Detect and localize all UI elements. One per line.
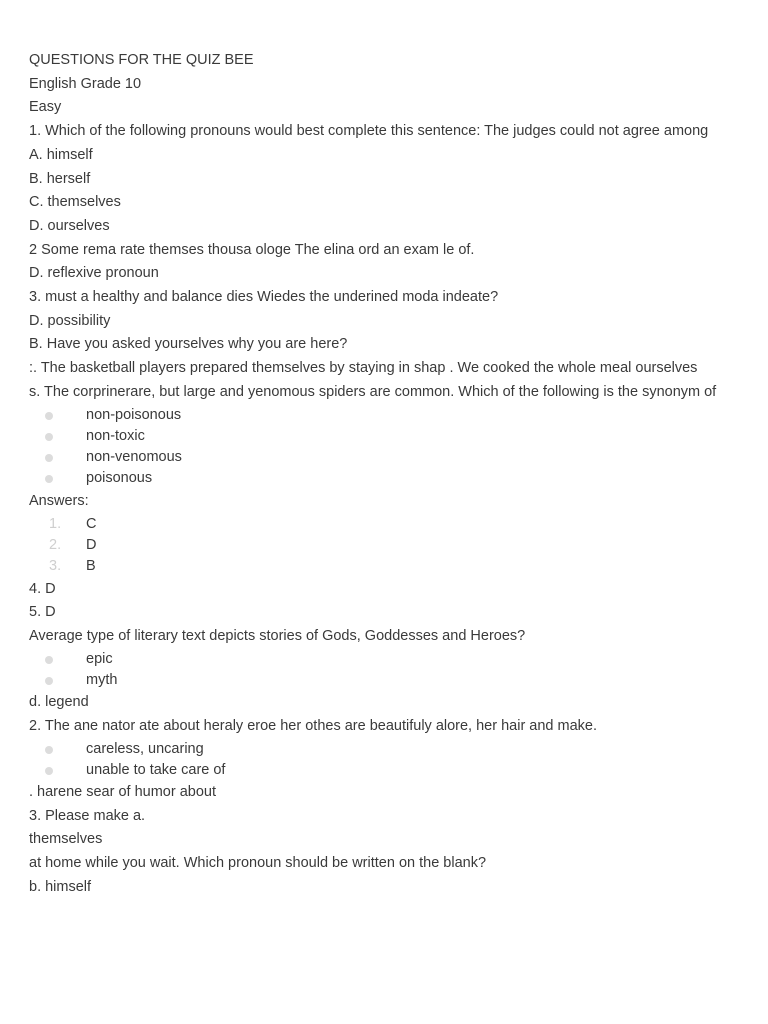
question-block-4: [29, 781, 739, 900]
answer-line: 5. D: [29, 604, 56, 621]
bullet-icon: [45, 454, 53, 462]
synonym-options-list: [29, 405, 739, 490]
answer-text: D: [86, 537, 97, 554]
question-line: s. The corprinerare, but large and yenomous spiders are common. Which of the following is the synonym of: [29, 383, 717, 400]
question-line: Average type of literary text depicts stories of Gods, Goddesses and Heroes?: [29, 628, 526, 645]
question-line: 3. Please make a.: [29, 807, 146, 824]
bullet-icon: [45, 677, 53, 685]
subject-line: English Grade 10: [29, 75, 142, 92]
sentence-line: themselves: [29, 831, 103, 848]
choice-line: D. possibility: [29, 312, 111, 329]
choice-line: d. legend: [29, 694, 89, 711]
bullet-icon: [45, 433, 53, 441]
list-item: [29, 670, 739, 691]
question-line: 3. must a healthy and balance dies Wiedes the underined moda indeate?: [29, 289, 499, 306]
sentence-line: at home while you wait. Which pronoun should be written on the blank?: [29, 855, 487, 872]
bullet-icon: [45, 412, 53, 420]
choice-line: A. himself: [29, 146, 93, 163]
question-line: 2 Some rema rate themses thousa ologe The elina ord an exam le of.: [29, 241, 475, 258]
list-number: 2.: [49, 537, 62, 554]
list-item: [29, 514, 739, 535]
document-title: QUESTIONS FOR THE QUIZ BEE: [29, 52, 254, 68]
choice-line: b. himself: [29, 878, 92, 895]
question-block-3: [29, 691, 739, 738]
list-number: 3.: [49, 558, 62, 575]
answer-text: C: [86, 516, 97, 533]
list-item: [29, 535, 739, 556]
bullet-icon: [45, 746, 53, 754]
option-text: myth: [86, 671, 118, 688]
option-text: unable to take care of: [86, 761, 226, 778]
answer-text: B: [86, 558, 96, 575]
bullet-icon: [45, 656, 53, 664]
list-item: [29, 405, 739, 426]
question-block-2: [29, 578, 739, 649]
answers-list: [29, 514, 739, 578]
question-line: 1. Which of the following pronouns would best complete this sentence: The judges could not agree among: [29, 123, 709, 140]
list-item: [29, 739, 739, 760]
bullet-icon: [45, 767, 53, 775]
difficulty-level: Easy: [29, 99, 62, 116]
option-text: poisonous: [86, 470, 153, 487]
sentence-line: :. The basketball players prepared themselves by staying in shap . We cooked the whole meal ourselves: [29, 360, 698, 377]
list-item: [29, 649, 739, 670]
list-item: [29, 468, 739, 489]
answers-heading: Answers:: [29, 493, 89, 510]
list-item: [29, 426, 739, 447]
option-text: careless, uncaring: [86, 740, 204, 757]
list-item: [29, 760, 739, 781]
question-line: 2. The ane nator ate about heraly eroe her othes are beautifuly alore, her hair and make.: [29, 717, 598, 734]
list-item: [29, 447, 739, 468]
document-body: [29, 49, 739, 900]
choice-line: D. ourselves: [29, 217, 110, 234]
meaning-options-list: [29, 739, 739, 781]
option-text: epic: [86, 650, 113, 667]
option-text: non-toxic: [86, 427, 145, 444]
literary-options-list: [29, 649, 739, 691]
list-number: 1.: [49, 516, 62, 533]
option-text: non-venomous: [86, 448, 182, 465]
choice-line: C. themselves: [29, 194, 121, 211]
choice-line: B. herself: [29, 170, 91, 187]
sentence-line: B. Have you asked yourselves why you are here?: [29, 336, 348, 353]
bullet-icon: [45, 475, 53, 483]
choice-line: D. reflexive pronoun: [29, 265, 159, 282]
answer-line: 4. D: [29, 580, 56, 597]
question-block-1: [29, 120, 739, 404]
option-text: non-poisonous: [86, 406, 182, 423]
sentence-line: . harene sear of humor about: [29, 784, 217, 800]
list-item: [29, 556, 739, 577]
